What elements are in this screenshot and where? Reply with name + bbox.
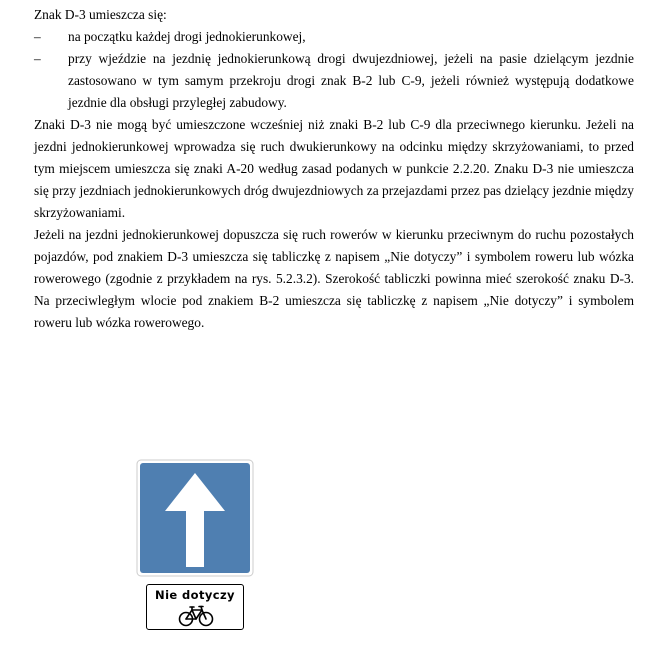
- one-way-road-sign: [136, 459, 254, 577]
- list-item-text: na początku każdej drogi jednokierunkowej,: [68, 29, 306, 44]
- list-item-text: przy wjeździe na jezdnię jednokierunkową drogi dwujezdniowej, jeżeli na pasie dzielącym jezdnie zastosowano w tym samym przekroju drogi znak B-2 lub C-9, jeżeli również występują dodatkowe jezdnie dla obsługi przyległej zabudowy.: [68, 51, 634, 110]
- intro-text: Znak D-3 umieszcza się:: [34, 7, 167, 22]
- document-body: [34, 4, 634, 334]
- sign-figure: [136, 459, 254, 602]
- supplementary-plate: [146, 584, 244, 630]
- list-item: [34, 48, 634, 114]
- plate-text: Nie dotyczy: [155, 588, 235, 602]
- dash-marker: –: [34, 29, 41, 44]
- bicycle-icon: [178, 605, 214, 627]
- paragraph: Jeżeli na jezdni jednokierunkowej dopuszcza się ruch rowerów w kierunku przeciwnym do ruchu pozostałych pojazdów, pod znakiem D-3 umieszcza się tabliczkę z napisem „Nie dotyczy” i symbolem roweru lub wózka rowerowego (zgodnie z przykładem na rys. 5.2.3.2). Szerokość tabliczki powinna mieć szerokość znaku D-3. Na przeciwległym wlocie pod znakiem B-2 umieszcza się tabliczkę z napisem „Nie dotyczy” i symbolem roweru lub wózka rowerowego.: [34, 227, 634, 330]
- list-item: [34, 26, 634, 48]
- dash-list: [34, 26, 634, 114]
- dash-marker: –: [34, 51, 41, 66]
- paragraph: Znaki D-3 nie mogą być umieszczone wcześniej niż znaki B-2 lub C-9 dla przeciwnego kierunku. Jeżeli na jezdni jednokierunkowej wprowadza się ruch dwukierunkowy na odcinku między skrzyżowaniami, to przed tym miejscem umieszcza się znaki A-20 według zasad podanych w punkcie 2.2.20. Znaku D-3 nie umieszcza się przy jezdniach jednokierunkowych dróg dwujezdniowych za przejazdami przez pas dzielący jezdnie między skrzyżowaniami.: [34, 117, 634, 220]
